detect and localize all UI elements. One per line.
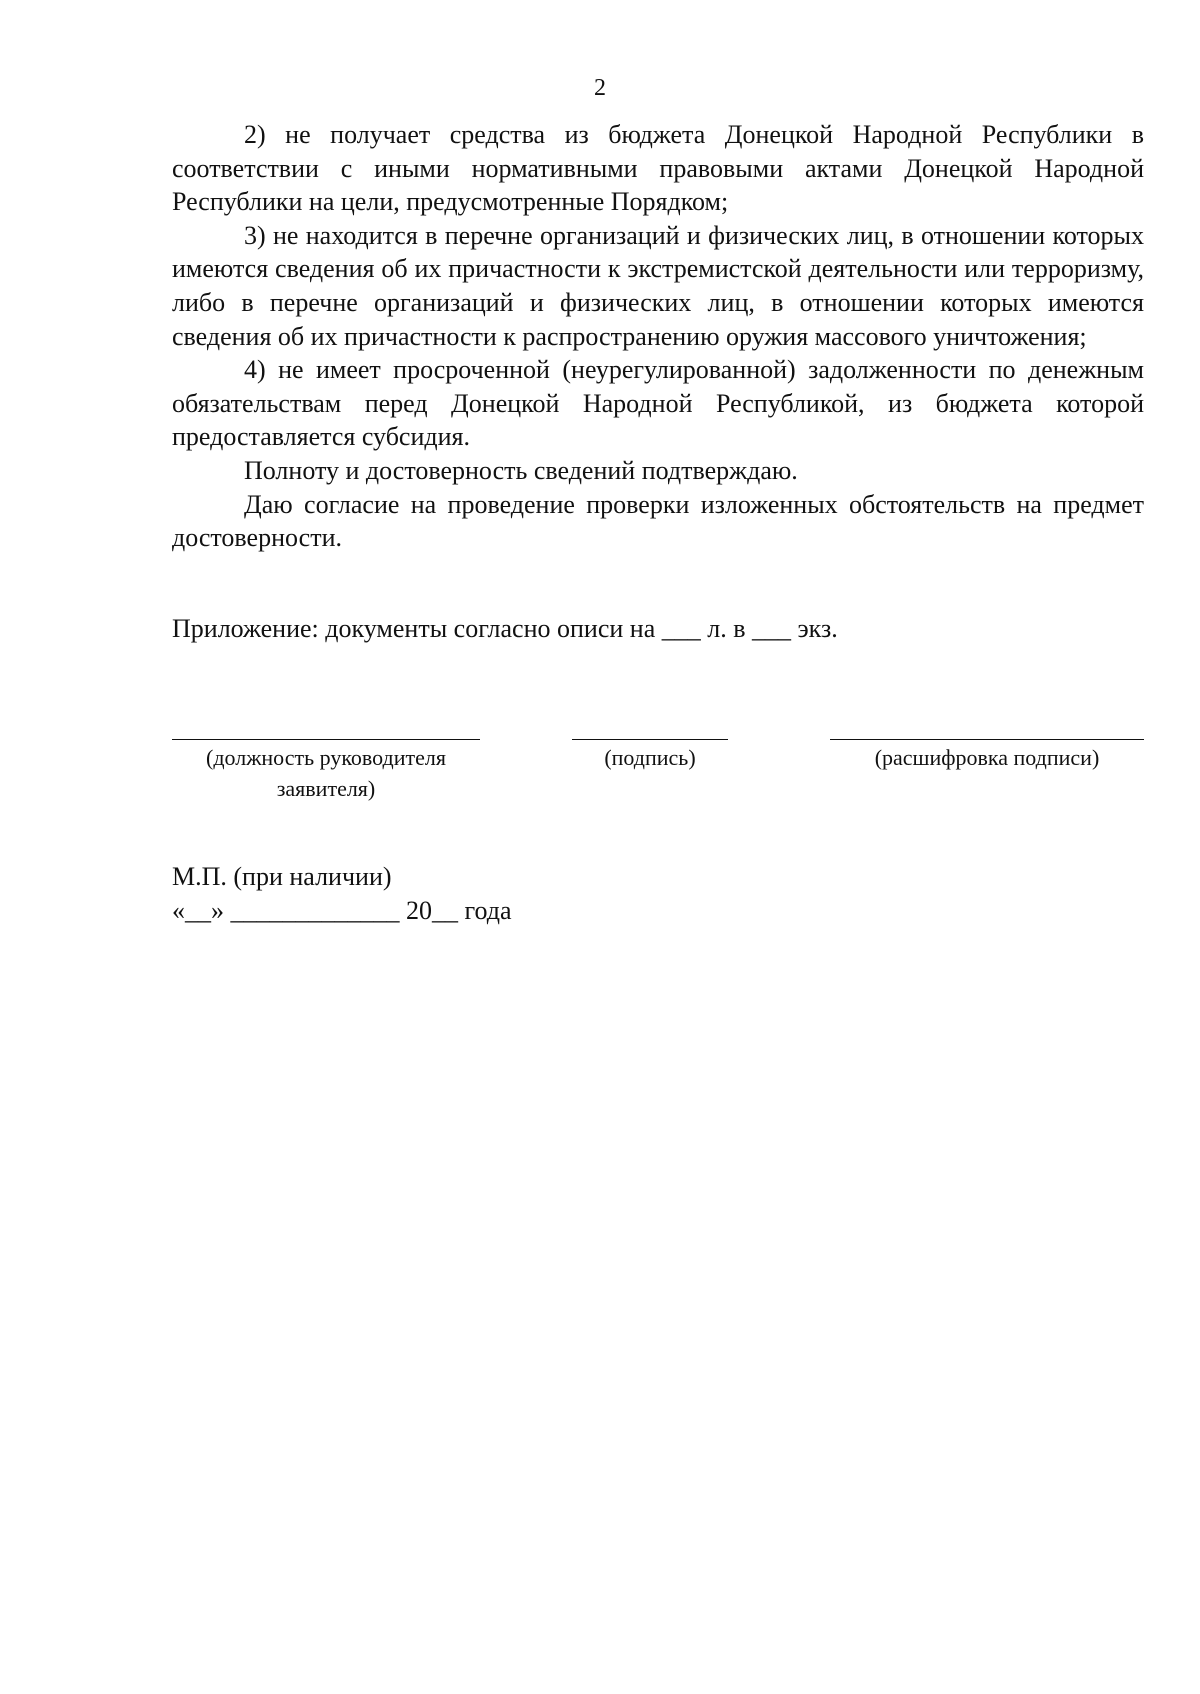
decoding-signature-line: [830, 739, 1144, 740]
item-3-paragraph: 3) не находится в перечне организаций и физических лиц, в отношении которых имеются сведения об их причастности к экстремистской деятельности или терроризму, либо в перечне организаций и физических лиц, в отношении которых имеются сведения об их причастности к распространению оружия массового уничтожения;: [172, 220, 1144, 351]
decoding-label: (расшифровка подписи): [874, 745, 1100, 770]
signature-line: [572, 739, 728, 740]
item-2-paragraph: 2) не получает средства из бюджета Донецкой Народной Республики в соответствии с иными нормативными правовыми актами Донецкой Народной Республики на цели, предусмотренные Порядком;: [172, 120, 1144, 217]
item-4-paragraph: 4) не имеет просроченной (неурегулированной) задолженности по денежным обязательствам перед Донецкой Народной Республикой, из бюджета которой предоставляется субсидия.: [172, 355, 1144, 452]
position-label: (должность руководителя заявителя): [206, 745, 446, 801]
page-number: 2: [594, 75, 606, 101]
position-signature-line: [172, 739, 480, 740]
annex-line: Приложение: документы согласно описи на ___ л. в ___ экз.: [172, 614, 838, 643]
stamp-placeholder: М.П. (при наличии): [172, 862, 392, 891]
signature-label: (подпись): [604, 745, 696, 770]
date-line: «__» _____________ 20__ года: [172, 896, 512, 925]
consent-paragraph: Даю согласие на проведение проверки изложенных обстоятельств на предмет достоверности.: [172, 489, 1144, 553]
document-body: [172, 118, 1144, 555]
confirmation-paragraph: Полноту и достоверность сведений подтверждаю.: [244, 455, 798, 485]
